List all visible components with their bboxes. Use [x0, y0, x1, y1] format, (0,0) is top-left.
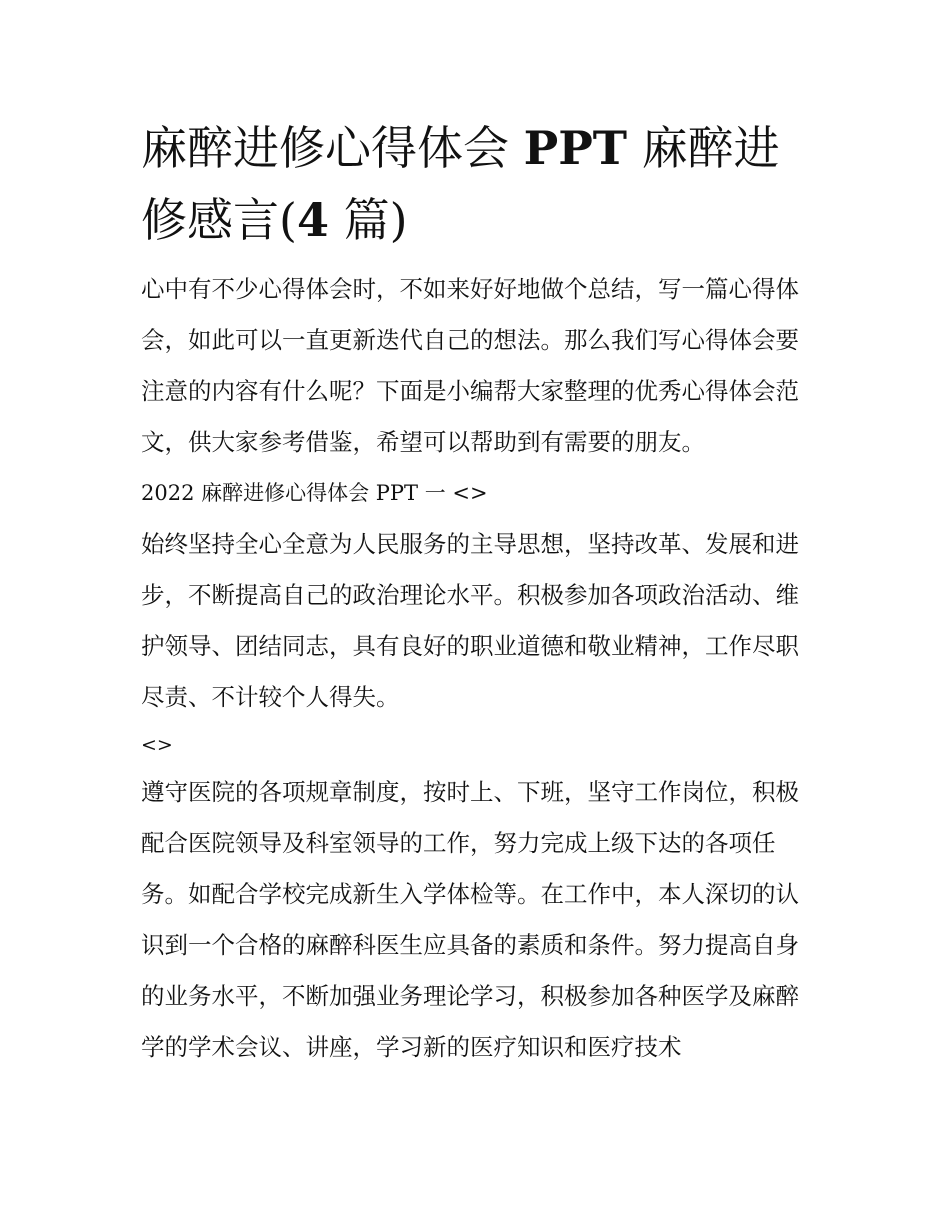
- title-part-1: 麻醉进修心得体会: [141, 121, 509, 175]
- body-paragraph-2: 遵守医院的各项规章制度，按时上、下班，坚守工作岗位，积极配合医院领导及科室领导的工作，努力完成上级下达的各项任务。如配合学校完成新生入学体检等。在工作中，本人深切的认识到一个合格的麻醉科医生应具备的素质和条件。努力提高自身的业务水平，不断加强业务理论学习，积极参加各种医学及麻醉学的学术会议、讲座，学习新的医疗知识和医疗技术: [141, 778, 799, 1061]
- document-body: [141, 112, 813, 1073]
- section-heading: 2022 麻醉进修心得体会 PPT 一 <>: [141, 481, 488, 505]
- title-part-3: 篇): [343, 193, 408, 247]
- intro-paragraph: 心中有不少心得体会时，不如来好好地做个总结，写一篇心得体会，如此可以一直更新迭代自己的想法。那么我们写心得体会要注意的内容有什么呢？下面是小编帮大家整理的优秀心得体会范文，供大家参考借鉴，希望可以帮助到有需要的朋友。: [141, 275, 799, 456]
- section-marker: <>: [141, 734, 173, 756]
- body-paragraph-1: 始终坚持全心全意为人民服务的主导思想，坚持改革、发展和进步，不断提高自己的政治理论水平。积极参加各项政治活动、维护领导、团结同志，具有良好的职业道德和敬业精神，工作尽职尽责、不计较个人得失。: [141, 530, 799, 711]
- title-part-count: 4: [296, 193, 329, 247]
- document-title: [141, 112, 813, 256]
- title-part-ppt: PPT: [523, 121, 628, 175]
- title-part-2: 麻醉进修感言(: [141, 121, 780, 247]
